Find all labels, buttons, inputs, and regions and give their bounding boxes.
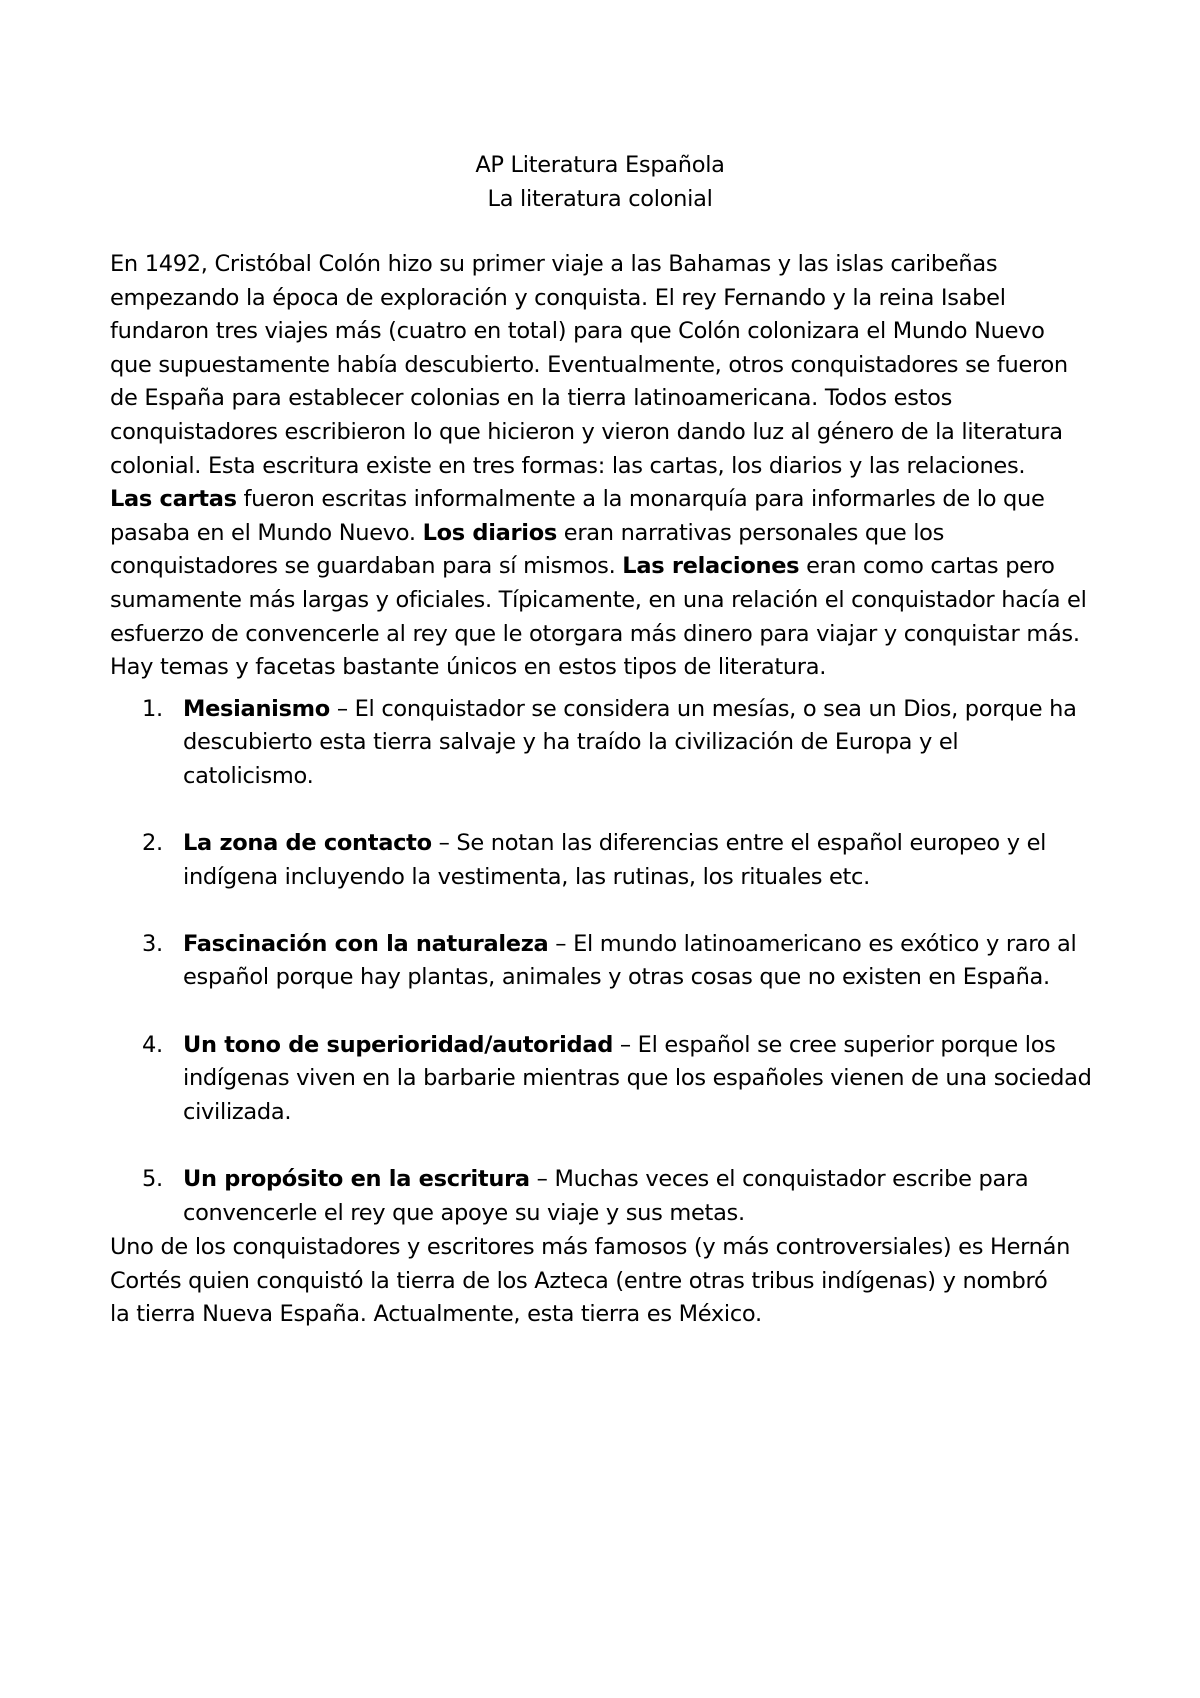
term-diarios: Los diarios xyxy=(422,519,557,546)
list-number: 4. xyxy=(142,1031,163,1058)
theme-line: indígenas viven en la barbarie mientras que los españoles vienen de una sociedad xyxy=(183,1065,1092,1092)
theme-first-line xyxy=(183,1163,1110,1197)
theme-first-line xyxy=(183,827,1110,861)
intro-line: fundaron tres viajes más (cuatro en total) para que Colón colonizara el Mundo Nuevo xyxy=(110,318,1045,345)
diarios-continuation: conquistadores se guardaban para sí mismos. xyxy=(110,553,623,580)
theme-first-line xyxy=(183,693,1110,727)
list-number: 5. xyxy=(142,1166,163,1193)
theme-first-line xyxy=(183,1029,1110,1063)
intro-line xyxy=(110,550,1110,584)
theme-line: catolicismo. xyxy=(183,762,314,789)
intro-line: Hay temas y facetas bastante únicos en estos tipos de literatura. xyxy=(110,654,827,681)
intro-line: esfuerzo de convencerle al rey que le otorgara más dinero para viajar y conquistar más. xyxy=(110,620,1080,647)
theme-item-proposito xyxy=(110,1163,1110,1230)
term-cartas: Las cartas xyxy=(110,486,237,513)
intro-line xyxy=(110,483,1110,517)
intro-line: empezando la época de exploración y conquista. El rey Fernando y la reina Isabel xyxy=(110,284,1006,311)
theme-item-superioridad xyxy=(110,1029,1110,1130)
theme-term: Un propósito en la escritura xyxy=(183,1166,530,1193)
theme-description: – El conquistador se considera un mesías, o sea un Dios, porque ha xyxy=(329,695,1077,722)
theme-description: – Se notan las diferencias entre el español europeo y el xyxy=(431,830,1047,857)
intro-line: sumamente más largas y oficiales. Típicamente, en una relación el conquistador hacía el xyxy=(110,586,1087,613)
intro-line xyxy=(110,517,1110,551)
theme-item-zona-de-contacto xyxy=(110,827,1110,894)
theme-description: – El español se cree superior porque los xyxy=(613,1031,1056,1058)
relaciones-description: eran como cartas pero xyxy=(799,553,1055,580)
theme-line: civilizada. xyxy=(183,1098,292,1125)
cartas-description: fueron escritas informalmente a la monarquía para informarles de lo que xyxy=(236,486,1045,513)
document-header xyxy=(0,148,1200,216)
theme-term: La zona de contacto xyxy=(183,830,432,857)
theme-item-mesianismo xyxy=(110,693,1110,794)
theme-term: Fascinación con la naturaleza xyxy=(183,930,549,957)
course-title: AP Literatura Española xyxy=(475,152,725,178)
theme-line: indígena incluyendo la vestimenta, las rutinas, los rituales etc. xyxy=(183,863,870,890)
theme-first-line xyxy=(183,928,1110,962)
intro-line: colonial. Esta escritura existe en tres formas: las cartas, los diarios y las relaciones. xyxy=(110,452,1026,479)
list-number: 2. xyxy=(142,830,163,857)
list-number: 1. xyxy=(142,695,163,722)
theme-line: descubierto esta tierra salvaje y ha traído la civilización de Europa y el xyxy=(183,729,959,756)
themes-list xyxy=(110,693,1110,1231)
theme-description: – Muchas veces el conquistador escribe para xyxy=(529,1166,1029,1193)
theme-line: convencerle el rey que apoye su viaje y sus metas. xyxy=(183,1199,745,1226)
term-relaciones: Las relaciones xyxy=(622,553,800,580)
theme-item-naturaleza xyxy=(110,928,1110,995)
diarios-description: eran narrativas personales que los xyxy=(556,519,945,546)
closing-line: Uno de los conquistadores y escritores más famosos (y más controversiales) es Hernán xyxy=(110,1234,1071,1261)
cartas-continuation: pasaba en el Mundo Nuevo. xyxy=(110,519,423,546)
theme-description: – El mundo latinoamericano es exótico y raro al xyxy=(548,930,1077,957)
closing-line: la tierra Nueva España. Actualmente, esta tierra es México. xyxy=(110,1301,762,1328)
intro-line: que supuestamente había descubierto. Eventualmente, otros conquistadores se fueron xyxy=(110,351,1068,378)
closing-line: Cortés quien conquistó la tierra de los Azteca (entre otras tribus indígenas) y nombró xyxy=(110,1267,1048,1294)
document-body xyxy=(110,248,1110,1332)
theme-line: español porque hay plantas, animales y otras cosas que no existen en España. xyxy=(183,964,1050,991)
intro-paragraph xyxy=(110,248,1110,685)
intro-line: En 1492, Cristóbal Colón hizo su primer viaje a las Bahamas y las islas caribeñas xyxy=(110,251,998,277)
document-subtitle: La literatura colonial xyxy=(487,186,713,212)
closing-paragraph xyxy=(110,1231,1110,1332)
intro-line: conquistadores escribieron lo que hicieron y vieron dando luz al género de la literatura xyxy=(110,418,1063,445)
intro-line: de España para establecer colonias en la tierra latinoamericana. Todos estos xyxy=(110,385,953,412)
list-number: 3. xyxy=(142,930,163,957)
theme-term: Mesianismo xyxy=(183,695,330,722)
theme-term: Un tono de superioridad/autoridad xyxy=(183,1031,614,1058)
